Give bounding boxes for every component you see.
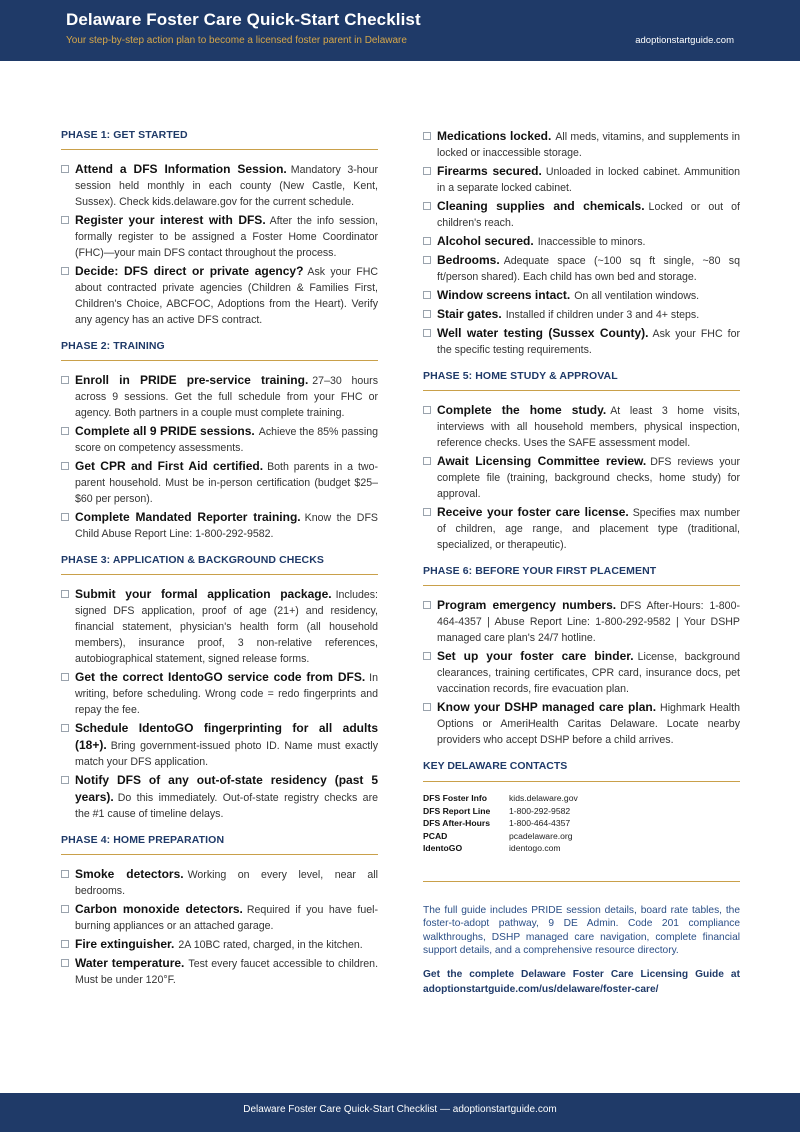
left-column [61, 128, 378, 999]
checkbox-icon[interactable] [423, 601, 431, 609]
page-subtitle: Your step-by-step action plan to become a licensed foster parent in Delaware [66, 35, 407, 46]
phase-title: PHASE 5: HOME STUDY & APPROVAL [423, 369, 740, 391]
item-text: Both parents in a two-parent household. Must be in-person certification (budget $25–$60 per person). [75, 461, 378, 505]
contact-label: PCAD [423, 830, 448, 841]
item-text: Locked or out of children's reach. [437, 201, 740, 229]
checklist-item [61, 161, 378, 210]
item-text: In writing, before scheduling. Wrong code = redo fingerprints and repay the fee. [75, 672, 378, 716]
checkbox-icon[interactable] [61, 940, 69, 948]
phase-title: PHASE 1: GET STARTED [61, 128, 378, 150]
checklist-item [423, 233, 740, 250]
checklist-item [423, 128, 740, 161]
contact-label: IdentoGO [423, 843, 463, 853]
item-title: Schedule IdentoGO fingerprinting for all adults (18+). [75, 721, 378, 752]
checklist-item [61, 423, 378, 456]
checkbox-icon[interactable] [61, 776, 69, 784]
item-text: DFS After-Hours: 1-800-464-4357 | Abuse Report Line: 1-800-292-9582 | Your DSHP managed care plan's 24/7 hotline. [437, 600, 740, 644]
checkbox-icon[interactable] [423, 703, 431, 711]
checklist-item [423, 306, 740, 323]
contact-value[interactable]: 1-800-292-9582 [509, 805, 571, 816]
checklist-item [423, 699, 740, 748]
checklist-item [61, 720, 378, 770]
item-title: Attend a DFS Information Session. [75, 162, 287, 176]
item-text: All meds, vitamins, and supplements in locked or inaccessible storage. [437, 131, 741, 159]
item-title: Enroll in PRIDE pre-service training. [75, 373, 309, 387]
checkbox-icon[interactable] [423, 202, 431, 210]
checklist-item [61, 509, 378, 542]
header-site-link[interactable]: adoptionstartguide.com [635, 35, 734, 46]
item-text: Mandatory 3-hour session held monthly in each county (New Castle, Kent, Sussex). Check kids.delaware.gov for the current schedule. [75, 164, 378, 208]
contact-value[interactable]: pcadelaware.org [509, 830, 573, 841]
item-text: 2A 10BC rated, charged, in the kitchen. [178, 939, 363, 951]
checklist-item [423, 325, 740, 358]
phase-4 [61, 833, 378, 988]
checkbox-icon[interactable] [61, 267, 69, 275]
contact-label: DFS Report Line [423, 805, 491, 816]
phase-6 [423, 564, 740, 748]
item-text: Specifies max number of children, age range, and placement type (traditional, specialized, or therapeutic). [437, 507, 740, 551]
checkbox-icon[interactable] [61, 216, 69, 224]
item-title: Firearms secured. [437, 164, 542, 178]
contact-value[interactable]: kids.delaware.gov [509, 793, 578, 803]
item-title: Await Licensing Committee review. [437, 454, 647, 468]
item-text: DFS reviews your complete file (training, background checks, home study) for approval. [437, 456, 740, 500]
checkbox-icon[interactable] [423, 508, 431, 516]
item-text: Bring government-issued photo ID. Name must exactly match your DFS application. [75, 740, 378, 768]
page-footer [0, 1093, 800, 1132]
checklist-item [61, 263, 378, 328]
checkbox-icon[interactable] [423, 291, 431, 299]
checklist-item [423, 163, 740, 196]
guide-note: The full guide includes PRIDE session details, board rate tables, the foster-to-adopt pathway, 9 DE Admin. Code 201 compliance walkthroughs, DSHP managed care navigation, complete financial support details, and a comprehensive resource directory. [423, 904, 740, 956]
checklist-item [61, 901, 378, 934]
item-text: 27–30 hours across 9 sessions. Get the full schedule from your FHC or agency. Both partners in a couple must complete training. [75, 375, 378, 419]
item-text: Working on every level, near all bedrooms. [75, 869, 378, 897]
checkbox-icon[interactable] [61, 673, 69, 681]
contact-row [423, 830, 740, 843]
checkbox-icon[interactable] [423, 237, 431, 245]
contact-row [423, 805, 740, 818]
item-text: Know the DFS Child Abuse Report Line: 1-800-292-9582. [75, 512, 378, 540]
checkbox-icon[interactable] [423, 256, 431, 264]
item-title: Complete Mandated Reporter training. [75, 510, 301, 524]
contact-value[interactable]: identogo.com [509, 843, 561, 853]
checklist-item [61, 772, 378, 822]
checkbox-icon[interactable] [423, 167, 431, 175]
item-title: Smoke detectors. [75, 867, 184, 881]
item-text: Highmark Health Options or AmeriHealth Caritas Delaware. Locate nearby providers who accept DSHP before a child arrives. [437, 702, 740, 746]
checkbox-icon[interactable] [61, 376, 69, 384]
checkbox-icon[interactable] [423, 310, 431, 318]
item-title: Program emergency numbers. [437, 598, 617, 612]
phase-title: PHASE 4: HOME PREPARATION [61, 833, 378, 855]
checklist-item [423, 252, 740, 285]
item-text: Do this immediately. Out-of-state registry checks are the #1 cause of timeline delays. [75, 792, 378, 820]
checklist-item [61, 458, 378, 507]
item-text: Ask your FHC for the specific testing requirements. [437, 328, 740, 356]
checklist-item [423, 198, 740, 231]
checklist-item [61, 372, 378, 421]
contacts-title: KEY DELAWARE CONTACTS [423, 759, 740, 782]
item-title: Submit your formal application package. [75, 587, 332, 601]
checklist-item [423, 504, 740, 553]
contact-row [423, 817, 740, 830]
contact-value[interactable]: 1-800-464-4357 [509, 818, 571, 828]
phase-3 [61, 553, 378, 822]
item-title: Bedrooms. [437, 253, 500, 267]
item-title: Alcohol secured. [437, 234, 534, 248]
item-text: Achieve the 85% passing score on competency assessments. [75, 426, 378, 454]
item-text: Installed if children under 3 and 4+ steps. [505, 309, 700, 321]
checklist-item [61, 669, 378, 718]
item-text: Inaccessible to minors. [537, 236, 646, 248]
item-text: At least 3 home visits, interviews with all household members, physical inspection, reference checks. Uses the SAFE assessment model. [437, 405, 740, 449]
checkbox-icon[interactable] [423, 329, 431, 337]
item-text: Test every faucet accessible to children. Must be under 120°F. [75, 958, 379, 986]
item-title: Fire extinguisher. [75, 937, 175, 951]
contact-row [423, 842, 740, 855]
phase-4-continued [423, 128, 740, 358]
item-title: Decide: DFS direct or private agency? [75, 264, 304, 278]
checkbox-icon[interactable] [423, 132, 431, 140]
checkbox-icon[interactable] [61, 724, 69, 732]
checkbox-icon[interactable] [61, 462, 69, 470]
checkbox-icon[interactable] [61, 959, 69, 967]
item-text: Unloaded in locked cabinet. Ammunition in a separate locked cabinet. [437, 166, 741, 194]
item-title: Set up your foster care binder. [437, 649, 634, 663]
checklist-item [423, 402, 740, 451]
item-title: Water temperature. [75, 956, 185, 970]
right-column [423, 128, 740, 998]
page-header [0, 0, 800, 61]
phase-1 [61, 128, 378, 328]
item-text: Adequate space (~100 sq ft single, ~80 sq ft/person shared). Each child has own bed and storage. [437, 255, 740, 283]
item-title: Get CPR and First Aid certified. [75, 459, 264, 473]
contact-label: DFS Foster Info [423, 793, 487, 803]
item-title: Know your DSHP managed care plan. [437, 700, 657, 714]
contacts-table [423, 792, 740, 855]
checkbox-icon[interactable] [61, 590, 69, 598]
checkbox-icon[interactable] [61, 427, 69, 435]
checkbox-icon[interactable] [423, 652, 431, 660]
item-text: Includes: signed DFS application, proof of age (21+) and residency, financial statement, physician's health form (all household members), insurance proof, 3 non-relative references, autobiographical statement, signed release forms. [75, 589, 378, 665]
item-title: Well water testing (Sussex County). [437, 326, 649, 340]
checkbox-icon[interactable] [61, 165, 69, 173]
item-title: Cleaning supplies and chemicals. [437, 199, 645, 213]
checkbox-icon[interactable] [423, 406, 431, 414]
item-title: Receive your foster care license. [437, 505, 629, 519]
checklist-item [423, 648, 740, 697]
checklist-item [423, 597, 740, 646]
item-title: Register your interest with DFS. [75, 213, 266, 227]
phase-title: PHASE 2: TRAINING [61, 339, 378, 361]
contact-label: DFS After-Hours [423, 818, 490, 828]
checkbox-icon[interactable] [61, 870, 69, 878]
phase-2 [61, 339, 378, 542]
item-title: Window screens intact. [437, 288, 571, 302]
checklist-item [61, 936, 378, 953]
checkbox-icon[interactable] [423, 457, 431, 465]
item-title: Stair gates. [437, 307, 502, 321]
item-text: After the info session, formally register to be assigned a Foster Home Coordinator (FHC)—your main DFS contact throughout the process. [75, 215, 378, 259]
checklist-item [61, 866, 378, 899]
item-title: Medications locked. [437, 129, 552, 143]
checklist-item [61, 586, 378, 667]
phase-title: PHASE 3: APPLICATION & BACKGROUND CHECKS [61, 553, 378, 575]
item-title: Get the correct IdentoGO service code from DFS. [75, 670, 366, 684]
footer-text: Delaware Foster Care Quick-Start Checklist — adoptionstartguide.com [243, 1104, 557, 1115]
checkbox-icon[interactable] [61, 905, 69, 913]
item-text: Required if you have fuel-burning appliances or an attached garage. [75, 904, 378, 932]
page-title: Delaware Foster Care Quick-Start Checklist [66, 10, 421, 29]
checklist-item [61, 212, 378, 261]
item-text: License, background clearances, training certificates, CPR card, insurance docs, pet vaccination records, fire evacuation plan. [437, 651, 740, 695]
item-text: On all ventilation windows. [574, 290, 700, 302]
phase-5 [423, 369, 740, 553]
item-title: Complete all 9 PRIDE sessions. [75, 424, 255, 438]
item-title: Notify DFS of any out-of-state residency (past 5 years). [75, 773, 378, 804]
item-title: Carbon monoxide detectors. [75, 902, 243, 916]
checklist-item [61, 955, 378, 988]
item-title: Complete the home study. [437, 403, 607, 417]
guide-cta-link[interactable]: Get the complete Delaware Foster Care Licensing Guide at adoptionstartguide.com/us/delaware/foster-care/ [423, 968, 740, 995]
section-divider [423, 881, 740, 882]
item-text: Ask your FHC about contracted private agencies (Children & Families First, Children's Choice, ABCFOC, Adoptions from the Heart). Verify any agency has an active DFS contract. [75, 266, 378, 326]
checklist-item [423, 287, 740, 304]
contact-row [423, 792, 740, 805]
contacts-section [423, 759, 740, 882]
phase-title: PHASE 6: BEFORE YOUR FIRST PLACEMENT [423, 564, 740, 586]
checklist-item [423, 453, 740, 502]
checkbox-icon[interactable] [61, 513, 69, 521]
